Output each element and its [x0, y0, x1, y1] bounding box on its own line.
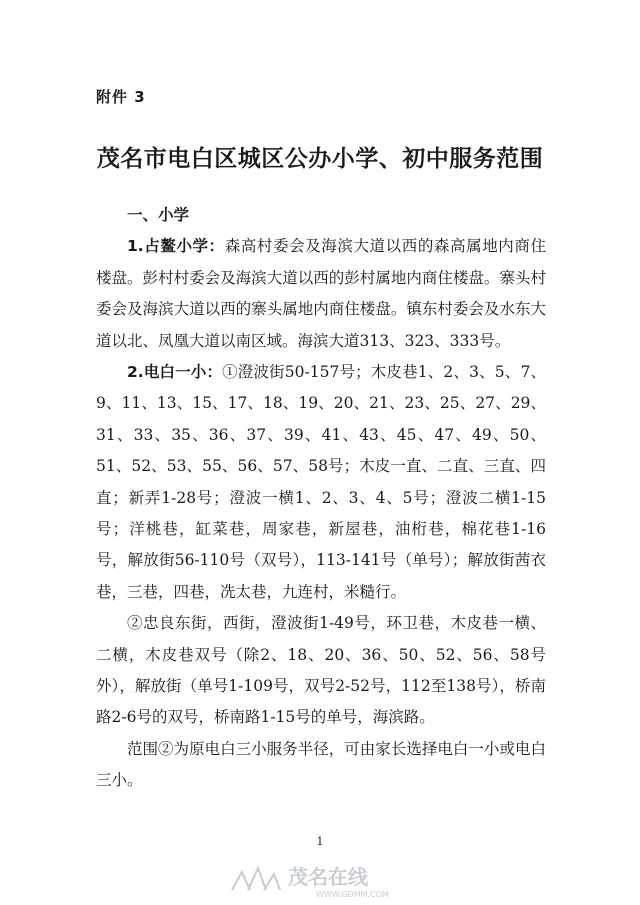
paragraph-dianbai-no1-school	[96, 357, 546, 608]
section-heading: 一、小学	[127, 206, 190, 224]
page-title: 茂名市电白区城区公办小学、初中服务范围	[96, 146, 544, 172]
paragraph-text: ②忠良东街，西街，澄波街1-49号，环卫巷，木皮巷一横、二横，木皮巷双号（除2、18、20、36、50、52、56、58号外），解放街（单号1-109号，双号2-52号，112至138号），桥南路2-6号的双号，桥南路1-15号的单号，海滨路。	[96, 614, 546, 727]
paragraph-label: 1.占鳌小学：	[127, 237, 225, 256]
page-number: 1	[316, 835, 324, 848]
paragraph-text: ①澄波街50-157号；木皮巷1、2、3、5、7、9、11、13、15、17、18、19、20、21、23、25、27、29、31、33、35、36、37、39、41、43、45、47、49、50、51、52、53、55、56、57、58号；木皮一直、二直、三直、四直；新弄1-28号；澄波一横1、2、3、4、5号；澄波二横1-15号；洋桃巷，缸菜巷，周家巷，新屋巷，油桁巷，棉花巷1-16号，解放街56-110号（双号），113-141号（单号）；解放街茜衣巷，三巷，四巷，冼太巷，九连村，米糙行。	[96, 363, 546, 601]
watermark-logo	[228, 860, 428, 900]
paragraph-range-note	[96, 734, 546, 797]
watermark-brand-text: 茂名在线	[288, 865, 368, 889]
attachment-label: 附件 3	[96, 88, 146, 106]
paragraph-text: 范围②为原电白三小服务半径，可由家长选择电白一小或电白三小。	[96, 739, 546, 790]
paragraph-range-2	[96, 608, 546, 734]
watermark-swoosh-icon	[232, 868, 280, 890]
document-body	[96, 200, 546, 797]
paragraph-zhanao-school	[96, 231, 546, 357]
paragraph-text: 森高村委会及海滨大道以西的森高属地内商住楼盘。彭村村委会及海滨大道以西的彭村属地内商住楼盘。寨头村委会及海滨大道以西的寨头属地内商住楼盘。镇东村委会及水东大道以北、凤凰大道以南区域。海滨大道313、323、333号。	[96, 237, 546, 350]
paragraph-label: 2.电白一小：	[127, 363, 223, 382]
watermark-url-text: WWW.GDMM.COM	[316, 890, 389, 899]
